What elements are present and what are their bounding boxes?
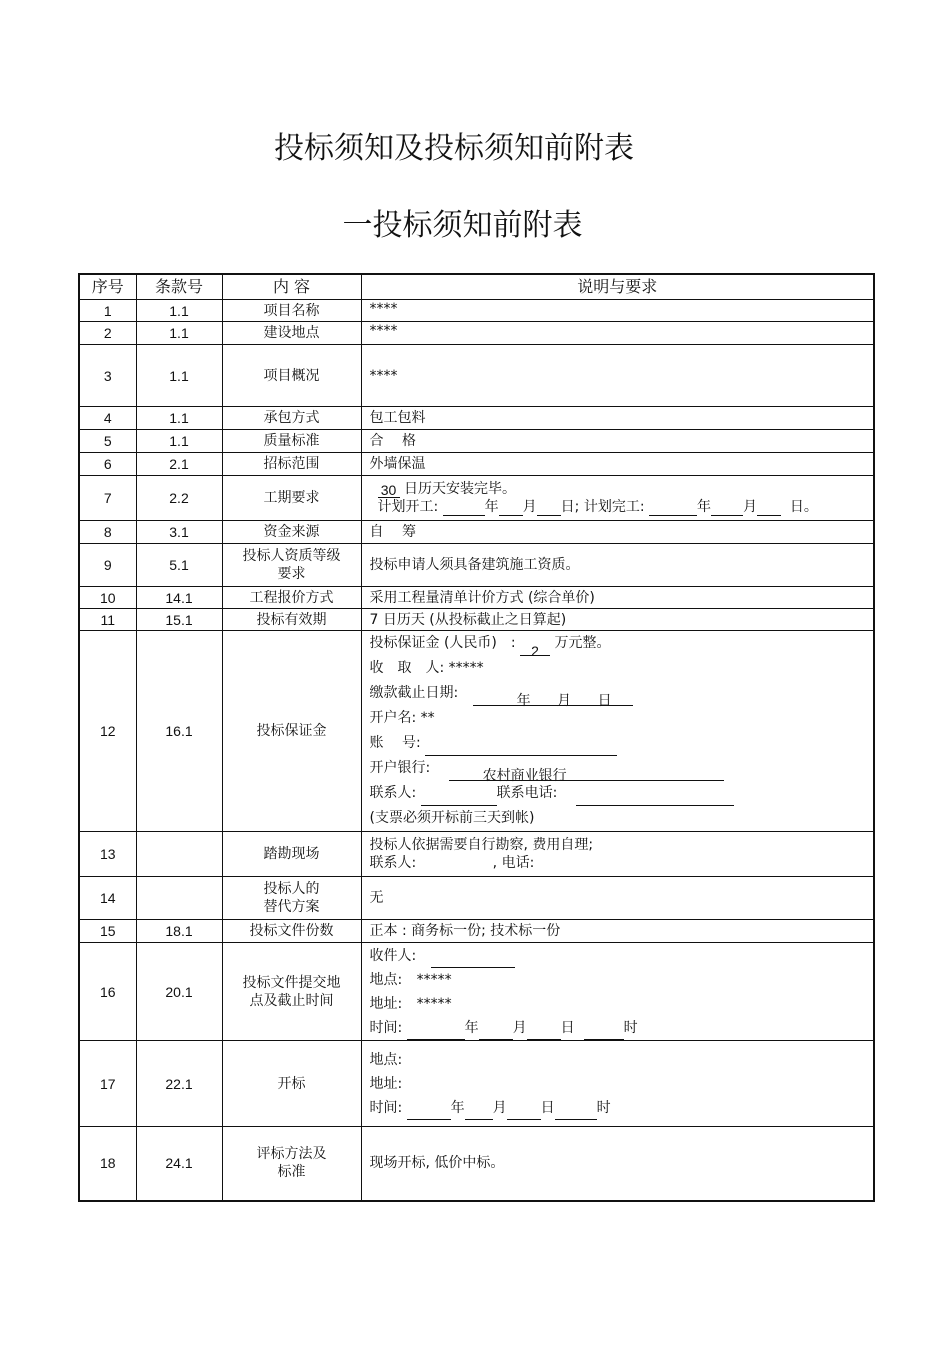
submission-time-label: 时间: bbox=[369, 1019, 403, 1036]
deadline-month: 月 bbox=[557, 693, 572, 709]
deposit-desc bbox=[361, 631, 874, 832]
submission-address-value: ***** bbox=[416, 995, 452, 1012]
deposit-amount: 2 bbox=[520, 639, 550, 656]
submission-desc bbox=[361, 943, 874, 1041]
account-name-label: 开户名: bbox=[369, 710, 417, 726]
bank-name: 农村商业银行 bbox=[482, 768, 567, 784]
row-clause: 5.1 bbox=[136, 544, 222, 587]
account-no-label: 账 号: bbox=[369, 735, 421, 751]
header-desc: 说明与要求 bbox=[361, 274, 874, 300]
year-label: 年 bbox=[450, 1099, 465, 1116]
row-clause: 2.2 bbox=[136, 476, 222, 521]
row-no: 13 bbox=[79, 832, 136, 877]
bid-notice-table bbox=[78, 273, 875, 1202]
row-no: 16 bbox=[79, 943, 136, 1041]
table-row bbox=[79, 430, 874, 453]
row-item: 投标文件份数 bbox=[222, 920, 361, 943]
item-line-2: 标准 bbox=[277, 1164, 306, 1181]
account-name-value: ** bbox=[420, 710, 435, 726]
start-month-label: 月 bbox=[522, 499, 537, 515]
table-row bbox=[79, 631, 874, 832]
header-no: 序号 bbox=[79, 274, 136, 300]
month-label: 月 bbox=[512, 1019, 527, 1036]
row-clause: 3.1 bbox=[136, 521, 222, 544]
end-label: 日; 计划完工: bbox=[560, 499, 645, 515]
item-line-1: 投标人资质等级 bbox=[242, 548, 341, 564]
row-item bbox=[222, 544, 361, 587]
deposit-amount-unit: 万元整。 bbox=[554, 635, 611, 651]
site-phone-label: , 电话: bbox=[492, 855, 535, 871]
table-row bbox=[79, 587, 874, 609]
table-row bbox=[79, 521, 874, 544]
end-month-label: 月 bbox=[743, 499, 758, 515]
row-item bbox=[222, 943, 361, 1041]
deadline-label: 缴款截止日期: bbox=[369, 685, 459, 701]
duration-days: 30 bbox=[378, 481, 400, 498]
table-row bbox=[79, 877, 874, 920]
table-row bbox=[79, 453, 874, 476]
table-row bbox=[79, 1127, 874, 1201]
header-item: 内 容 bbox=[222, 274, 361, 300]
row-item: 资金来源 bbox=[222, 521, 361, 544]
row-no: 12 bbox=[79, 631, 136, 832]
payee-label: 收 取 人: bbox=[369, 660, 445, 676]
row-clause bbox=[136, 877, 222, 920]
start-year-label: 年 bbox=[484, 499, 499, 515]
opening-desc bbox=[361, 1041, 874, 1127]
row-no: 2 bbox=[79, 322, 136, 345]
submission-place-value: ***** bbox=[416, 971, 452, 988]
cheque-note: (支票必须开标前三天到帐) bbox=[369, 810, 535, 826]
opening-place-label: 地点: bbox=[369, 1051, 403, 1068]
row-no: 1 bbox=[79, 300, 136, 322]
table-row bbox=[79, 943, 874, 1041]
item-line-1: 投标文件提交地 bbox=[242, 974, 341, 991]
row-no: 6 bbox=[79, 453, 136, 476]
item-line-1: 投标人的 bbox=[263, 881, 320, 897]
opening-address-label: 地址: bbox=[369, 1075, 403, 1092]
row-item bbox=[222, 1127, 361, 1201]
opening-time-label: 时间: bbox=[369, 1099, 403, 1116]
deposit-amount-label: 投标保证金 (人民币) : bbox=[369, 635, 516, 651]
row-clause: 1.1 bbox=[136, 345, 222, 407]
row-clause: 24.1 bbox=[136, 1127, 222, 1201]
row-desc: 采用工程量清单计价方式 (综合单价) bbox=[361, 587, 874, 609]
row-item: 项目名称 bbox=[222, 300, 361, 322]
item-line-1: 评标方法及 bbox=[256, 1146, 327, 1163]
end-day-label: 日。 bbox=[789, 499, 818, 515]
row-clause: 1.1 bbox=[136, 407, 222, 430]
row-desc: 包工包料 bbox=[361, 407, 874, 430]
row-desc: **** bbox=[361, 322, 874, 345]
row-desc: 7 日历天 (从投标截止之日算起) bbox=[361, 609, 874, 631]
recipient-label: 收件人: bbox=[369, 947, 417, 964]
table-row bbox=[79, 345, 874, 407]
row-no: 5 bbox=[79, 430, 136, 453]
row-item: 工期要求 bbox=[222, 476, 361, 521]
row-desc: 无 bbox=[361, 877, 874, 920]
table-row bbox=[79, 476, 874, 521]
schedule-desc bbox=[361, 476, 874, 521]
table-row bbox=[79, 322, 874, 345]
payee-value: ***** bbox=[448, 660, 484, 676]
day-label: 日 bbox=[540, 1099, 555, 1116]
row-no: 4 bbox=[79, 407, 136, 430]
contact-label: 联系人: bbox=[369, 785, 417, 801]
row-desc: **** bbox=[361, 345, 874, 407]
row-clause: 16.1 bbox=[136, 631, 222, 832]
row-no: 8 bbox=[79, 521, 136, 544]
row-no: 10 bbox=[79, 587, 136, 609]
row-clause: 1.1 bbox=[136, 300, 222, 322]
item-line-2: 点及截止时间 bbox=[249, 992, 334, 1009]
phone-label: 联系电话: bbox=[496, 785, 558, 801]
row-no: 3 bbox=[79, 345, 136, 407]
row-clause: 2.1 bbox=[136, 453, 222, 476]
item-line-2: 替代方案 bbox=[263, 899, 320, 915]
row-no: 7 bbox=[79, 476, 136, 521]
table-row bbox=[79, 920, 874, 943]
hour-label: 时 bbox=[623, 1019, 638, 1036]
row-desc: 正本 : 商务标一份; 技术标一份 bbox=[361, 920, 874, 943]
table-row bbox=[79, 832, 874, 877]
row-no: 18 bbox=[79, 1127, 136, 1201]
table-header-row bbox=[79, 274, 874, 300]
end-year-label: 年 bbox=[697, 499, 712, 515]
deadline-year: 年 bbox=[516, 693, 531, 709]
row-clause: 20.1 bbox=[136, 943, 222, 1041]
row-desc: 投标申请人须具备建筑施工资质。 bbox=[361, 544, 874, 587]
row-item: 踏勘现场 bbox=[222, 832, 361, 877]
month-label: 月 bbox=[492, 1099, 507, 1116]
row-no: 15 bbox=[79, 920, 136, 943]
bank-label: 开户银行: bbox=[369, 760, 431, 776]
row-desc: **** bbox=[361, 300, 874, 322]
row-item: 项目概况 bbox=[222, 345, 361, 407]
table-row bbox=[79, 544, 874, 587]
row-clause: 15.1 bbox=[136, 609, 222, 631]
row-item: 承包方式 bbox=[222, 407, 361, 430]
row-desc: 自 筹 bbox=[361, 521, 874, 544]
year-label: 年 bbox=[464, 1019, 479, 1036]
row-clause: 14.1 bbox=[136, 587, 222, 609]
site-visit-note: 投标人依据需要自行勘察, 费用自理; bbox=[369, 837, 594, 853]
row-clause: 1.1 bbox=[136, 430, 222, 453]
site-visit-desc bbox=[361, 832, 874, 877]
row-clause: 22.1 bbox=[136, 1041, 222, 1127]
row-item: 招标范围 bbox=[222, 453, 361, 476]
row-item: 投标有效期 bbox=[222, 609, 361, 631]
submission-address-label: 地址: bbox=[369, 995, 403, 1012]
row-no: 9 bbox=[79, 544, 136, 587]
row-item: 建设地点 bbox=[222, 322, 361, 345]
site-contact-label: 联系人: bbox=[369, 855, 417, 871]
start-label: 计划开工: bbox=[377, 499, 439, 515]
hour-label: 时 bbox=[596, 1099, 611, 1116]
row-desc: 现场开标, 低价中标。 bbox=[361, 1127, 874, 1201]
row-item: 开标 bbox=[222, 1041, 361, 1127]
table-row bbox=[79, 609, 874, 631]
table-row bbox=[79, 1041, 874, 1127]
row-item: 投标保证金 bbox=[222, 631, 361, 832]
row-clause: 18.1 bbox=[136, 920, 222, 943]
page-title: 投标须知及投标须知前附表 bbox=[274, 131, 634, 166]
day-label: 日 bbox=[560, 1019, 575, 1036]
row-item bbox=[222, 877, 361, 920]
table-row bbox=[79, 300, 874, 322]
deadline-day: 日 bbox=[597, 693, 612, 709]
row-desc: 外墙保温 bbox=[361, 453, 874, 476]
row-item: 质量标准 bbox=[222, 430, 361, 453]
submission-place-label: 地点: bbox=[369, 971, 403, 988]
page-subtitle: 一投标须知前附表 bbox=[342, 208, 583, 243]
row-no: 11 bbox=[79, 609, 136, 631]
row-item: 工程报价方式 bbox=[222, 587, 361, 609]
item-line-2: 要求 bbox=[277, 566, 306, 582]
table-row bbox=[79, 407, 874, 430]
duration-text: 日历天安装完毕。 bbox=[403, 481, 516, 497]
row-clause: 1.1 bbox=[136, 322, 222, 345]
row-clause bbox=[136, 832, 222, 877]
row-no: 14 bbox=[79, 877, 136, 920]
row-no: 17 bbox=[79, 1041, 136, 1127]
row-desc: 合 格 bbox=[361, 430, 874, 453]
header-clause: 条款号 bbox=[136, 274, 222, 300]
